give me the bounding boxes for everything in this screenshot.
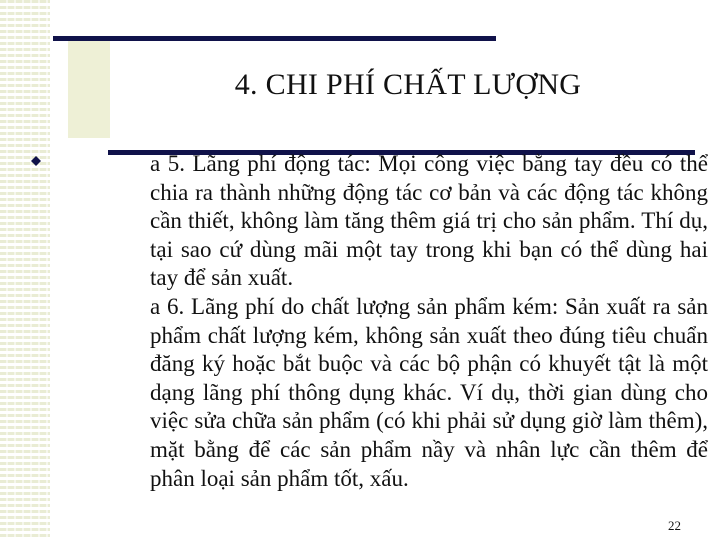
paragraph-a5: a 5. Lãng phí động tác: Mọi công việc bằng tay đều có thể chia ra thành những động tác cơ bản và các động tác không cần thiết, không làm tăng thêm giá trị cho sản phẩm. Thí dụ, tại sao cứ dùng mãi một tay trong khi bạn có thể dùng hai tay để sản xuất. bbox=[150, 151, 708, 291]
page-number: 22 bbox=[668, 518, 681, 533]
slide-body bbox=[58, 150, 708, 493]
title-top-rule bbox=[53, 36, 496, 41]
slide-title: 4. CHI PHÍ CHẤT LƯỢNG bbox=[234, 68, 582, 101]
paragraph-a6: a 6. Lãng phí do chất lượng sản phẩm kém: Sản xuất ra sản phẩm chất lượng kém, không sản xuất theo đúng tiêu chuẩn đăng ký hoặc bắt buộc và các bộ phận có khuyết tật là một dạng lãng phí thông dụng khác. Ví dụ, thời gian dùng cho việc sửa chữa sản phẩm (có khi phải sử dụng giờ làm thêm), mặt bằng để các sản phẩm nầy và nhân lực cần thêm để phân loại sản phẩm tốt, xấu. bbox=[150, 293, 708, 491]
diamond-bullet-icon bbox=[31, 156, 41, 166]
